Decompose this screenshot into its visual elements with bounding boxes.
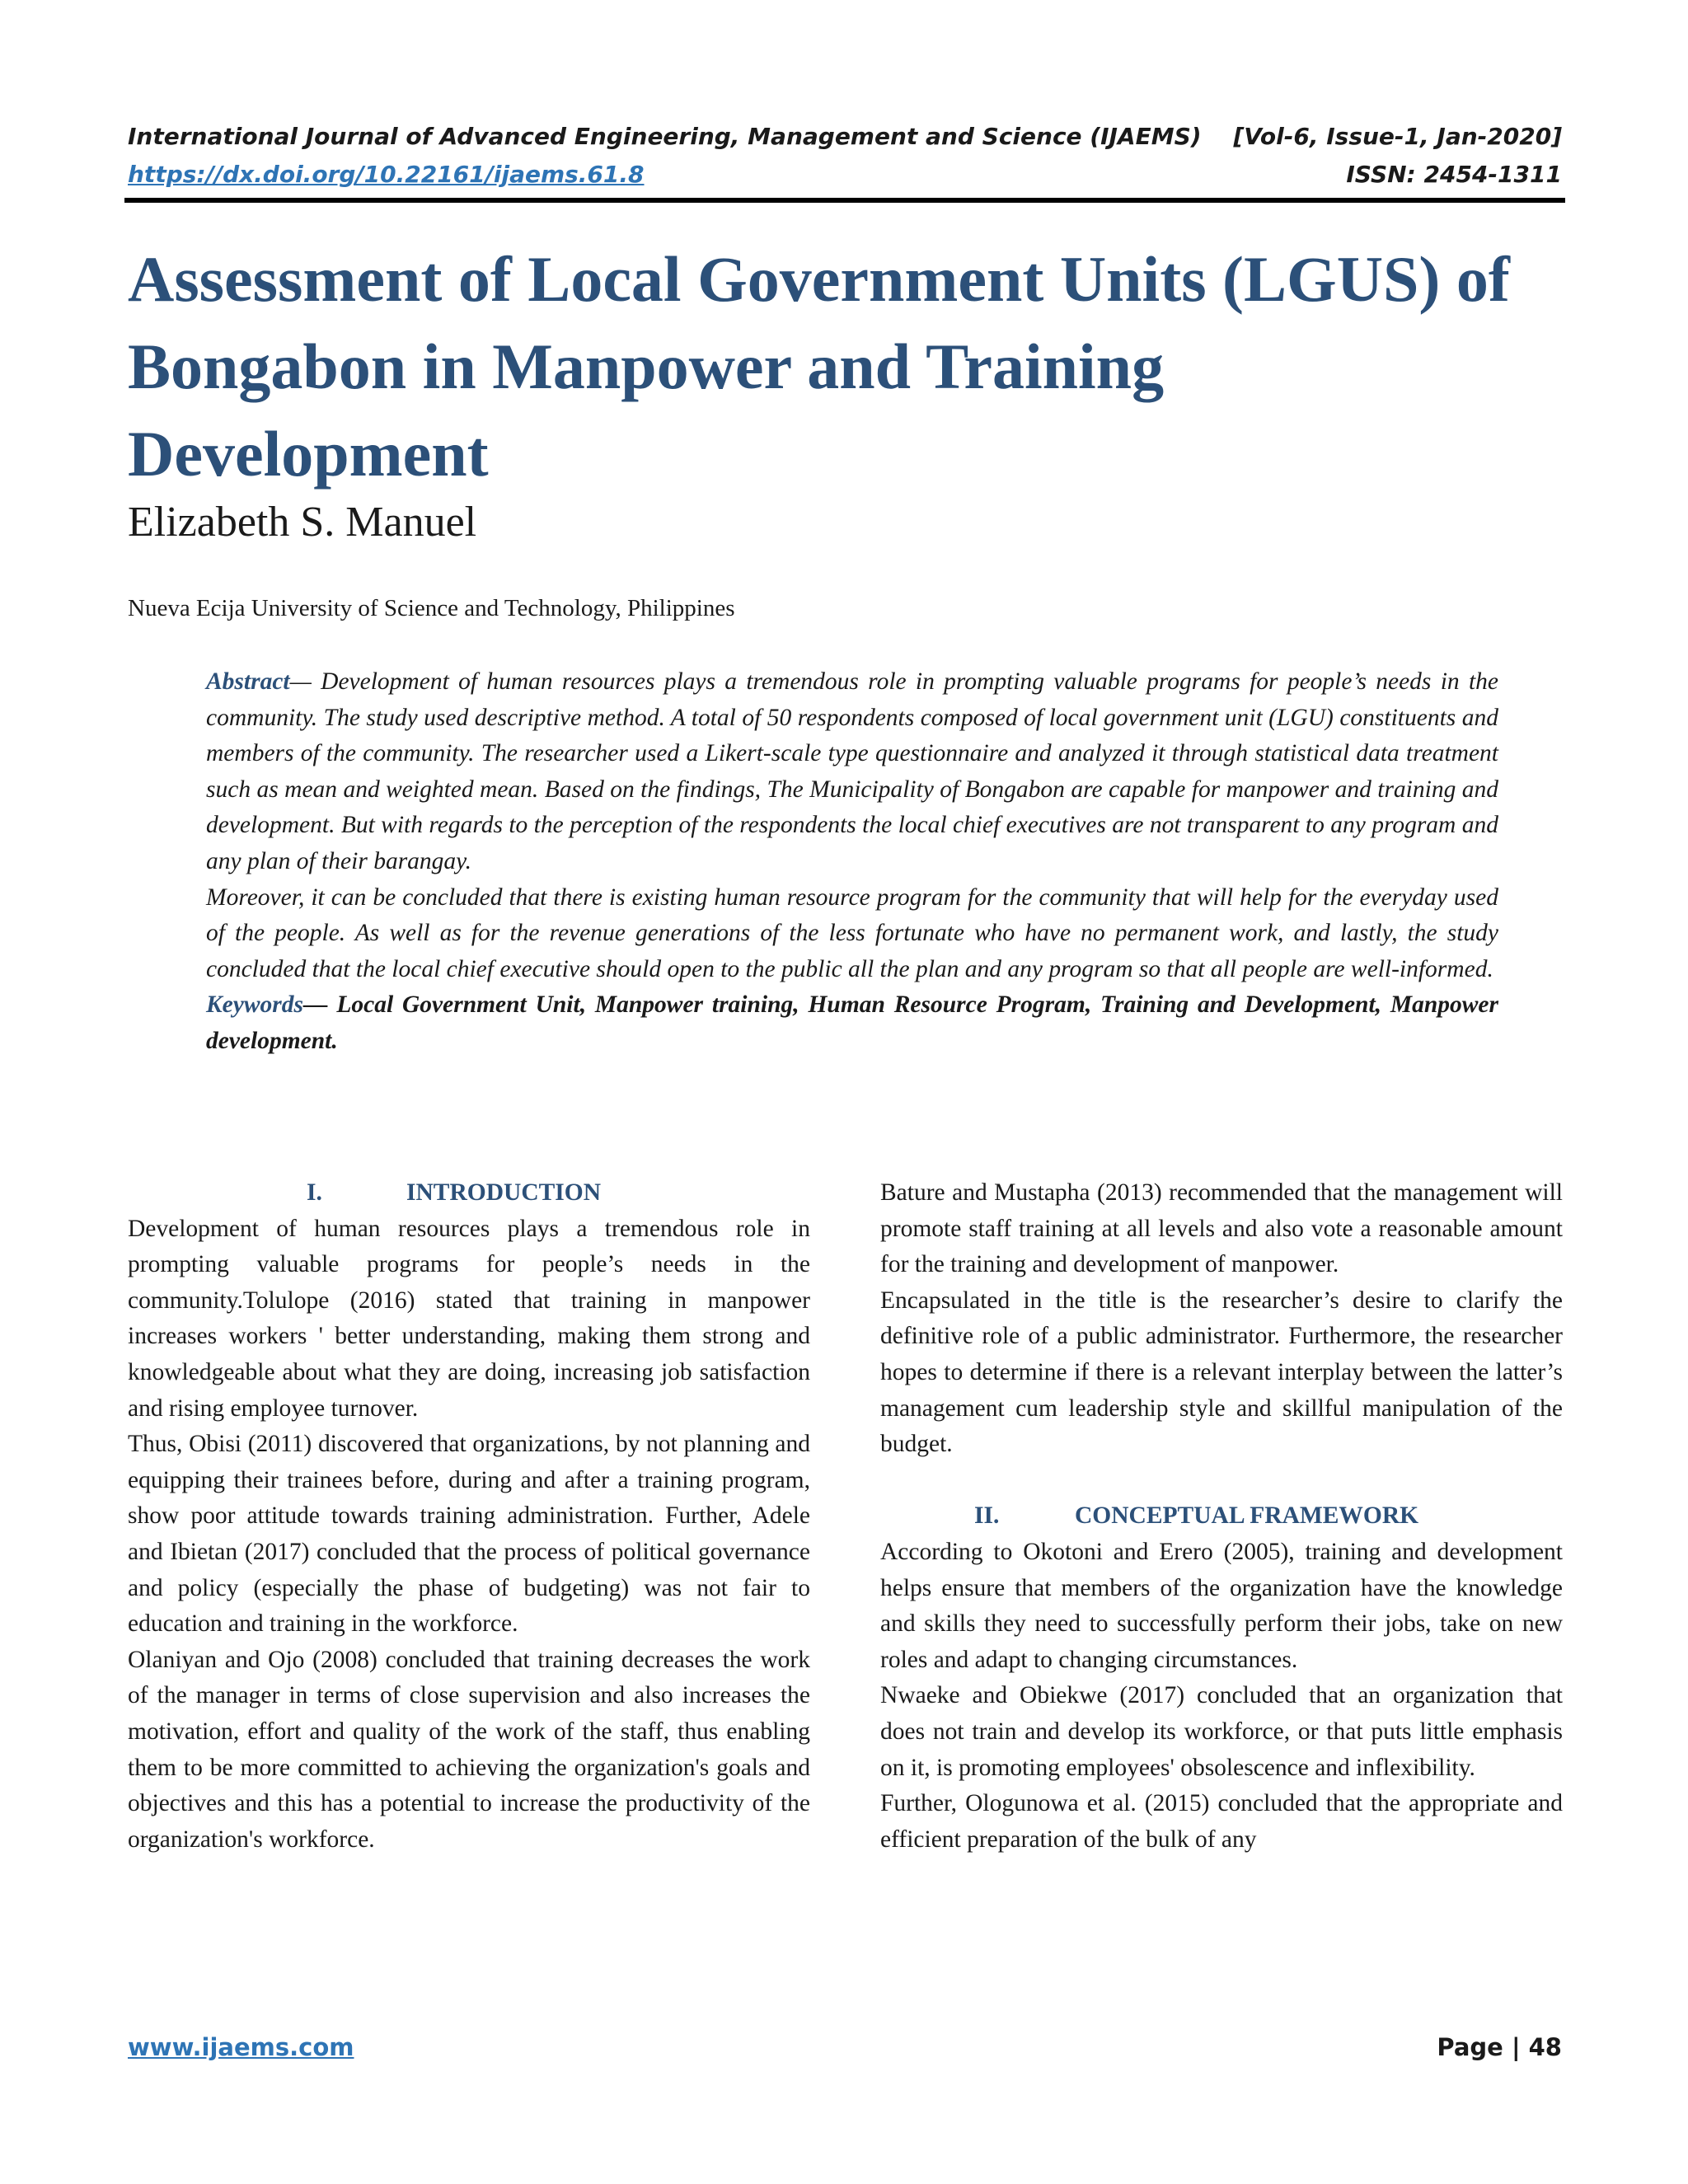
section-number: II. [974,1502,1000,1530]
author-name: Elizabeth S. Manuel [128,499,477,546]
affiliation: Nueva Ecija University of Science and Technology, Philippines [128,595,735,621]
issn: ISSN: 2454-1311 [1346,161,1562,188]
doi-link[interactable]: https://dx.doi.org/10.22161/ijaems.61.8 [128,161,645,188]
title-line: Development [128,418,489,490]
title-line: Assessment of Local Government Units (LGUS) of [128,243,1510,315]
body-paragraph: Encapsulated in the title is the researcher’s desire to clarify the definitive role of a public administrator. Furthermore, the researcher hopes to determine if there is a relevant interplay between the latter’s management cum leadership style and skillful manipulation of the budget. [880,1286,1563,1458]
body-paragraph: Bature and Mustapha (2013) recommended that the management will promote staff training at all levels and also vote a reasonable amount for the training and development of manpower. [880,1179,1563,1278]
body-paragraph: Olaniyan and Ojo (2008) concluded that training decreases the work of the manager in terms of close supervision and also increases the motivation, effort and quality of the work of the staff, thus enabling them to be more committed to achieving the organization's goals and objectives and this has a potential to increase the productivity of the organization's workforce. [128,1646,810,1853]
section-title: CONCEPTUAL FRAMEWORK [1075,1502,1419,1530]
keywords-text: Local Government Unit, Manpower training, Human Resource Program, Training and Development, Manpower development. [206,991,1499,1054]
body-paragraph: Nwaeke and Obiekwe (2017) concluded that an organization that does not train and develop its workforce, or that puts little emphasis on it, is promoting employees' obsolescence and inflexibility. [880,1682,1563,1781]
abstract-paragraph: Moreover, it can be concluded that there is existing human resource program for the community that will help for the everyday used of the people. As well as for the revenue generations of the less fortunate who have no permanent work, and lastly, the study concluded that the local chief executive should open to the public all the plan and any program so that all people are well-informed. [206,883,1498,982]
section-title: INTRODUCTION [406,1179,602,1206]
abstract-label: Abstract [206,668,290,695]
page-number: Page | 48 [1437,2033,1562,2061]
section-number: I. [307,1179,322,1206]
section-spacer [880,1463,1563,1499]
website-link[interactable]: www.ijaems.com [128,2033,354,2061]
paper-title [128,236,1578,498]
body-paragraph: According to Okotoni and Erero (2005), training and development helps ensure that members of the organization have the knowledge and skills they need to successfully perform their jobs, take on new roles and adapt to changing circumstances. [880,1538,1563,1673]
right-column [880,1175,1563,1858]
title-line: Bongabon in Manpower and Training [128,330,1165,402]
journal-name: International Journal of Advanced Engineering, Management and Science (IJAEMS) [128,123,1202,150]
section-heading-introduction [128,1175,810,1212]
left-column [128,1175,810,1858]
keywords-dash: — [303,991,337,1019]
header-divider [124,198,1565,203]
abstract-dash: — [289,668,321,695]
body-paragraph: Further, Ologunowa et al. (2015) concluded that the appropriate and efficient preparation of the bulk of any [880,1790,1563,1853]
body-paragraph: Thus, Obisi (2011) discovered that organizations, by not planning and equipping their trainees before, during and after a training program, show poor attitude towards training administration. Further, Adele and Ibietan (2017) concluded that the process of political governance and policy (especially the phase of budgeting) was not fair to education and training in the workforce. [128,1431,810,1638]
abstract-paragraph [206,664,1498,880]
page-footer [128,2029,1562,2065]
keywords-label: Keywords [206,991,303,1019]
abstract-block [206,664,1498,1060]
section-heading-conceptual-framework [880,1498,1563,1535]
abstract-text: Development of human resources plays a tremendous role in prompting valuable programs for people’s needs in the community. The study used descriptive method. A total of 50 respondents composed of local government unit (LGU) constituents and members of the community. The researcher used a Likert-scale type questionnaire and analyzed it through statistical data treatment such as mean and weighted mean. Based on the findings, The Municipality of Bongabon are capable for manpower and training and development. But with regards to the perception of the respondents the local chief executives are not transparent to any program and any plan of their barangay. [206,668,1498,874]
keywords-paragraph [206,987,1498,1059]
volume-issue: [Vol-6, Issue-1, Jan-2020] [1233,123,1562,150]
body-paragraph: Development of human resources plays a tremendous role in prompting valuable programs for people’s needs in the community.Tolulope (2016) stated that training in manpower increases workers ' better understanding, making them strong and knowledgeable about what they are doing, increasing job satisfaction and rising employee turnover. [128,1215,810,1422]
